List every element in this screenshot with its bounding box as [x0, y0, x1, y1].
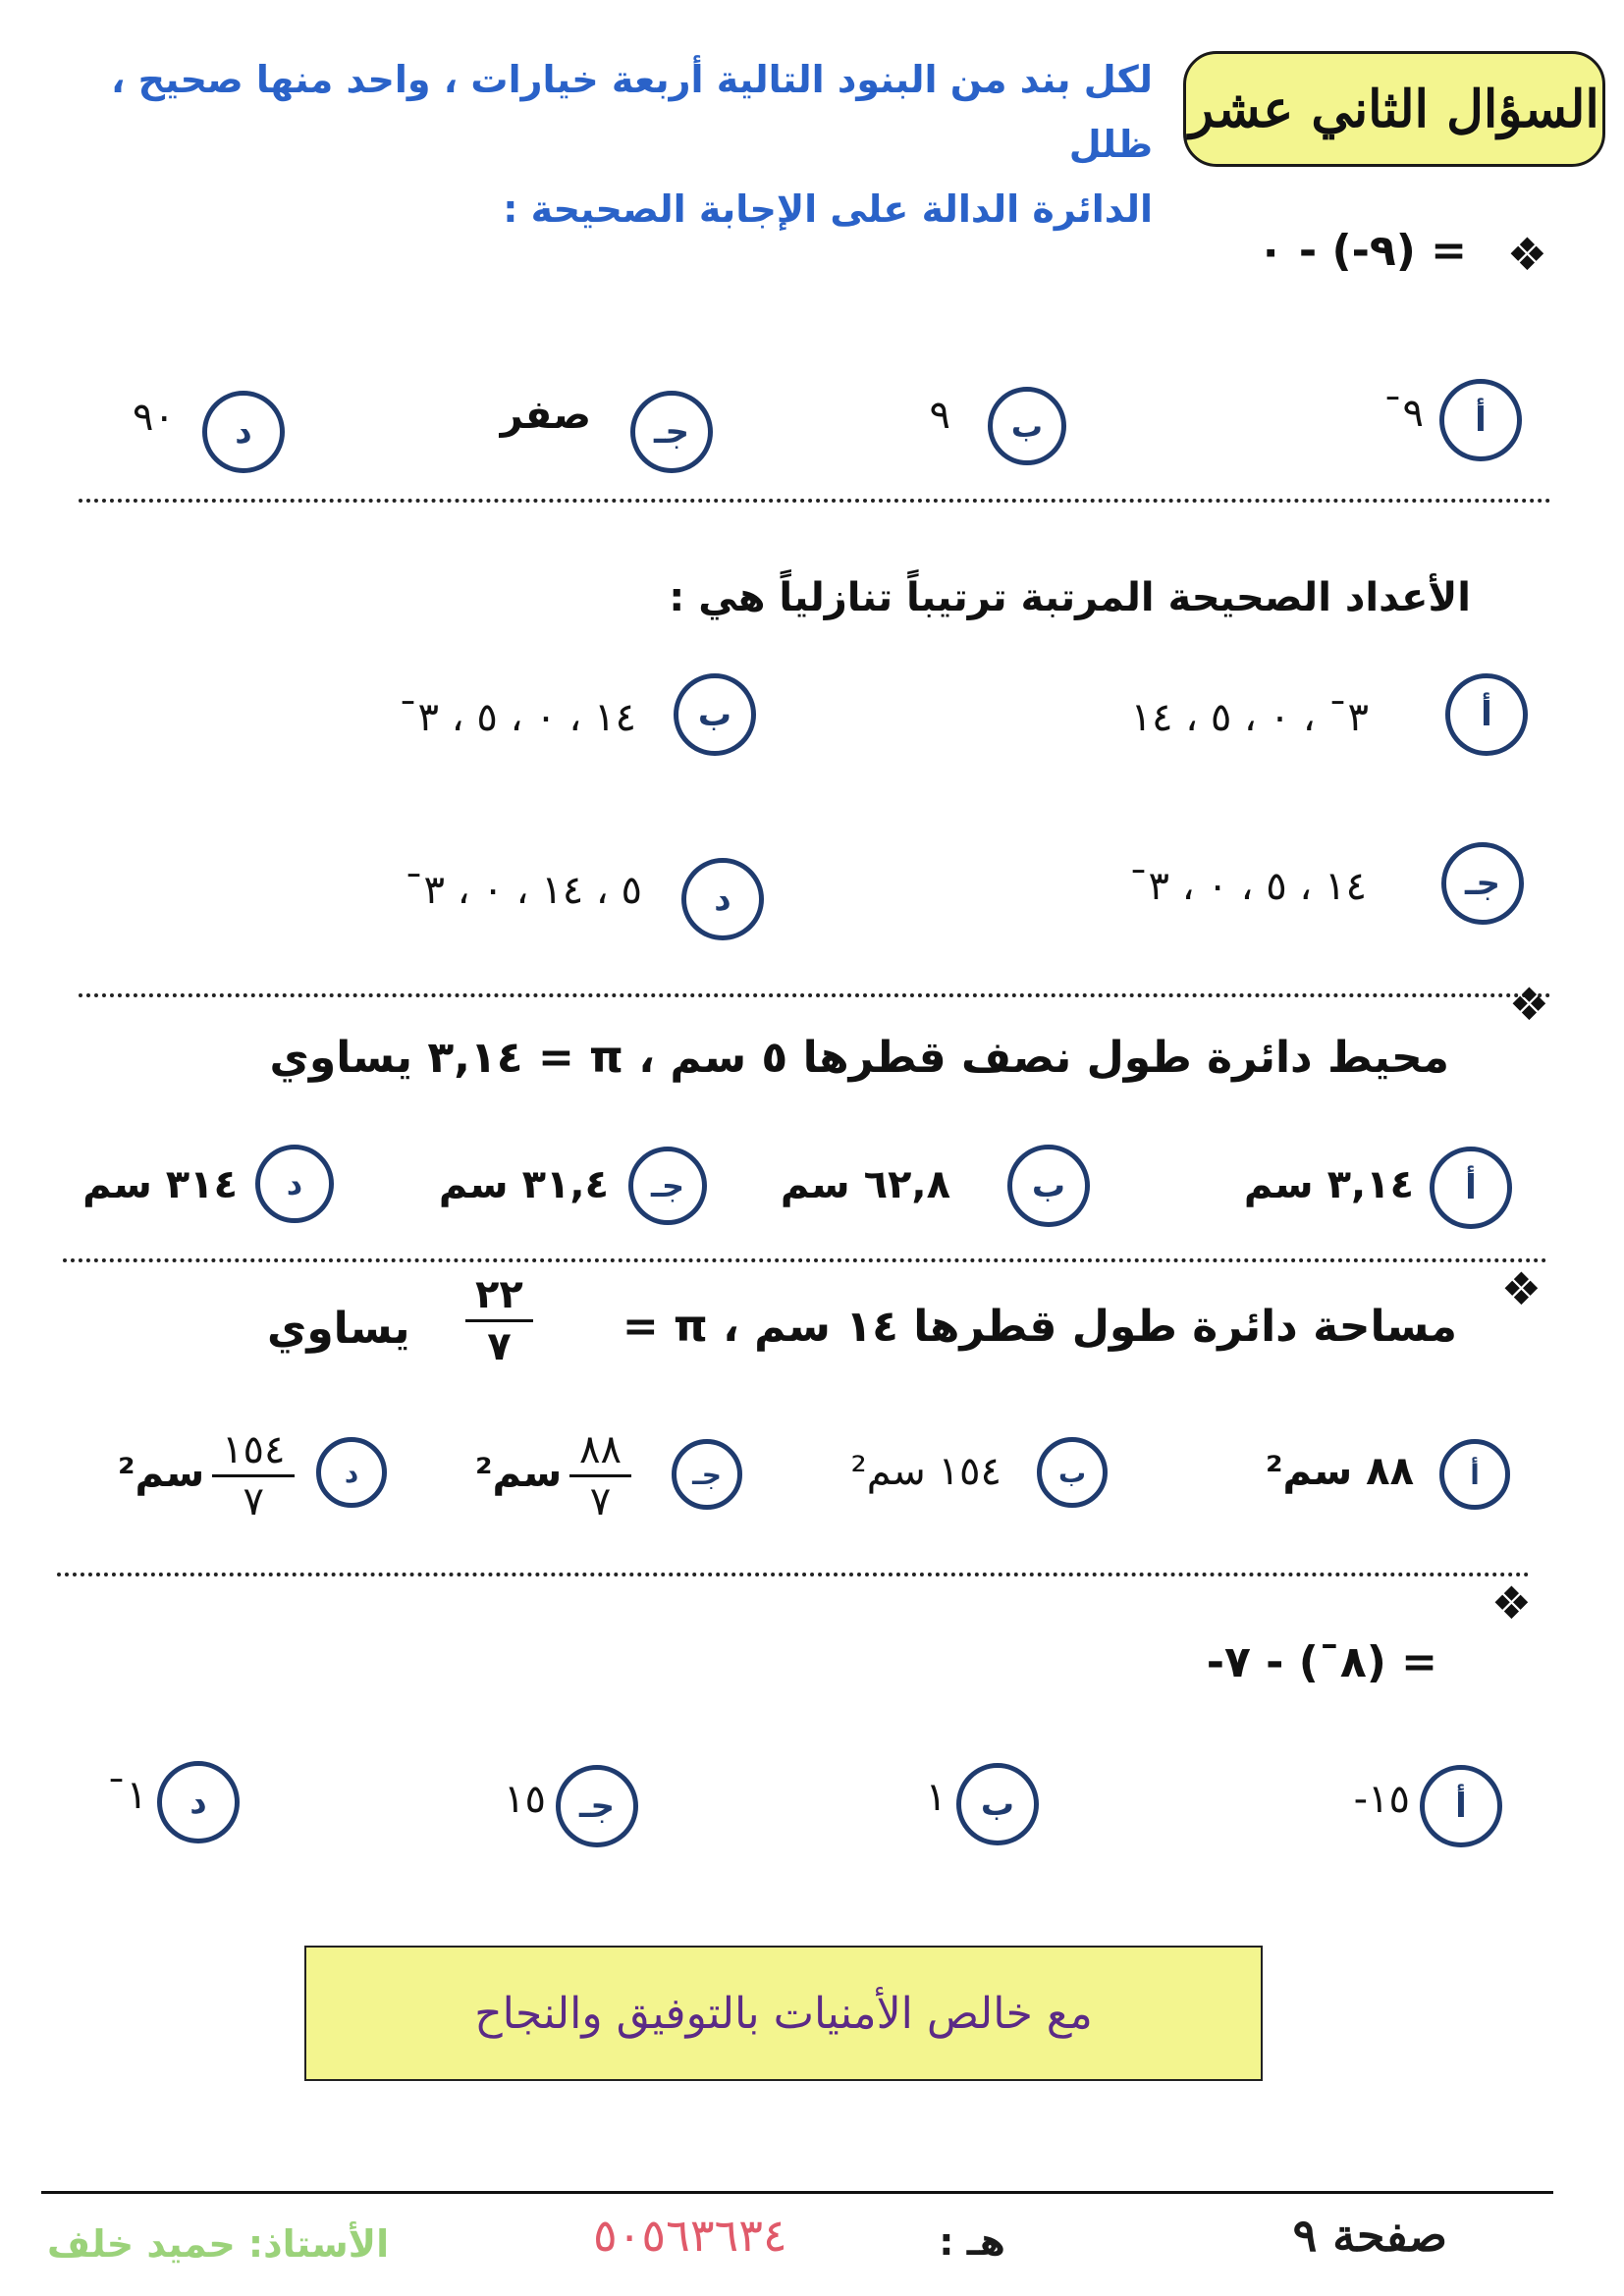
q3-text: محيط دائرة طول نصف قطرها ٥ سم ، π = ٣,١٤ يساوي [269, 1033, 1449, 1083]
q2-option-a-value: ٣¯ ، ٠ ، ٥ ، ١٤ [1130, 695, 1369, 740]
q4-pi-numerator: ٢٢ [465, 1274, 533, 1322]
bullet-icon: ❖ [1508, 978, 1549, 1031]
q4-option-d-numerator: ١٥٤ [212, 1429, 295, 1477]
page-number: صفحة ٩ [1292, 2209, 1447, 2262]
q3-option-b-circle[interactable]: ب [1007, 1145, 1090, 1227]
q4-option-c-circle[interactable]: جـ [672, 1439, 742, 1510]
q4-option-c-numerator: ٨٨ [569, 1429, 631, 1477]
q1-option-b-circle[interactable]: ب [988, 387, 1066, 465]
q1-option-c-circle[interactable]: جـ [630, 391, 713, 473]
q3-option-c-value: ٣١,٤ سم [438, 1162, 609, 1207]
q3-option-b-value: ٦٢,٨ سم [780, 1162, 950, 1207]
footer-divider [41, 2191, 1553, 2194]
q5-option-c-value: ١٥ [504, 1777, 546, 1822]
q3-option-a-value: ٣,١٤ سم [1243, 1162, 1414, 1207]
q2-option-b-circle[interactable]: ب [674, 673, 756, 756]
q2-option-b-value: ١٤ ، ٠ ، ٥ ، ٣¯ [398, 695, 636, 740]
q4-option-d-denominator: ٧ [243, 1479, 264, 1524]
q2-option-c-circle[interactable]: جـ [1441, 842, 1524, 925]
q5-option-a-circle[interactable]: أ [1420, 1765, 1502, 1847]
q1-option-c-value: صفر [500, 393, 591, 438]
q4-option-d-circle[interactable]: د [316, 1437, 387, 1508]
instruction-line-1: لكل بند من البنود التالية أربعة خيارات ، واحد منها صحيح ، ظلل [111, 58, 1153, 166]
q4-option-b-circle[interactable]: ب [1037, 1437, 1108, 1508]
q5-option-a-value: ١٥- [1353, 1777, 1410, 1822]
phone-number: ٥٠٥٦٣٦٣٤ [593, 2209, 787, 2262]
bullet-icon: ❖ [1490, 1576, 1532, 1629]
q2-text: الأعداد الصحيحة المرتبة ترتيباً تنازلياً هي : [669, 575, 1471, 620]
q4-pi-fraction [465, 1272, 533, 1367]
q4-option-b-value: ١٥٤ سم² [850, 1449, 1001, 1494]
q4-option-d-fraction [212, 1427, 295, 1522]
q1-text: = (٩-) - ٠ [1257, 226, 1467, 276]
separator [63, 1258, 1547, 1262]
q2-option-d-value: ٥ ، ١٤ ، ٠ ، ٣¯ [404, 868, 642, 913]
q1-option-d-circle[interactable]: د [202, 391, 285, 473]
q4-option-c-fraction [569, 1427, 631, 1522]
bullet-icon: ❖ [1506, 228, 1547, 281]
q4-option-d-unit: سم² [118, 1451, 205, 1496]
separator [79, 993, 1551, 997]
q2-option-a-circle[interactable]: أ [1445, 673, 1528, 756]
q3-option-d-circle[interactable]: د [255, 1145, 334, 1223]
q1-option-a-circle[interactable]: أ [1439, 379, 1522, 461]
instruction-line-2: الدائرة الدالة على الإجابة الصحيحة : [503, 187, 1153, 231]
q3-option-a-circle[interactable]: أ [1430, 1147, 1512, 1229]
q4-option-c-denominator: ٧ [589, 1479, 612, 1524]
instruction-text [24, 47, 1153, 241]
q2-option-c-value: ١٤ ، ٥ ، ٠ ، ٣¯ [1128, 864, 1367, 909]
separator [79, 499, 1551, 503]
q4-text-part2: يساوي [267, 1304, 410, 1354]
q5-option-d-circle[interactable]: د [157, 1761, 240, 1843]
q4-pi-denominator: ٧ [487, 1324, 512, 1369]
q5-option-c-circle[interactable]: جـ [556, 1765, 638, 1847]
q4-option-c-unit: سم² [475, 1451, 563, 1496]
q4-option-a-circle[interactable]: أ [1439, 1439, 1510, 1510]
q5-option-b-value: ١ [925, 1775, 947, 1820]
good-luck-box: مع خالص الأمنيات بالتوفيق والنجاح [304, 1946, 1263, 2081]
q1-option-b-value: ٩ [929, 393, 950, 438]
phone-label: هـ : [939, 2220, 1005, 2264]
bullet-icon: ❖ [1500, 1262, 1542, 1315]
q5-text: = (٨¯) - ٧- [1206, 1637, 1437, 1687]
q4-option-a-value: ٨٨ سم² [1266, 1449, 1414, 1494]
q3-option-c-circle[interactable]: جـ [628, 1147, 707, 1225]
q1-option-d-value: ٩٠ [133, 395, 175, 440]
q2-option-d-circle[interactable]: د [681, 858, 764, 940]
q3-option-d-value: ٣١٤ سم [82, 1162, 238, 1207]
separator [57, 1573, 1530, 1576]
q4-text-part1: مساحة دائرة طول قطرها ١٤ سم ، π = [622, 1302, 1457, 1352]
q1-option-a-value: ٩¯ [1382, 391, 1424, 436]
teacher-name: الأستاذ: حميد خلف [47, 2222, 390, 2266]
q5-option-d-value: ١¯ [106, 1773, 147, 1818]
question-title: السؤال الثاني عشر [1183, 51, 1605, 167]
q5-option-b-circle[interactable]: ب [956, 1763, 1039, 1845]
